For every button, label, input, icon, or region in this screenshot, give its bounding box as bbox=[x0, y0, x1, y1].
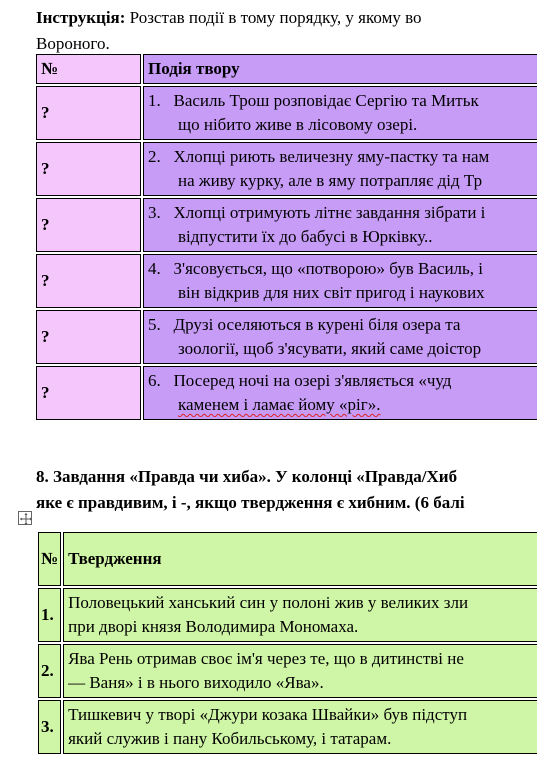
statement-cell-1 bbox=[63, 588, 537, 642]
answer-cell-4[interactable]: ? bbox=[36, 254, 141, 308]
statement-cell-3 bbox=[63, 700, 537, 754]
table-row bbox=[36, 198, 537, 252]
event-cell-5 bbox=[143, 310, 537, 364]
events-header-event: Подія твору bbox=[143, 54, 537, 84]
task8-line-2: яке є правдивим, і -, якщо твердження є хибним. (6 балі bbox=[36, 493, 465, 512]
statement-number: 1. bbox=[38, 588, 61, 642]
statement-number: 3. bbox=[38, 700, 61, 754]
statements-header-row bbox=[38, 532, 537, 586]
event-number: 5. bbox=[148, 315, 161, 334]
event-cell-2 bbox=[143, 142, 537, 196]
event-line-2: що нібито живе в лісовому озері. bbox=[178, 115, 418, 134]
table-row bbox=[36, 142, 537, 196]
table-row bbox=[38, 644, 537, 698]
event-number: 4. bbox=[148, 259, 161, 278]
events-header-num: № bbox=[36, 54, 141, 84]
answer-cell-5[interactable]: ? bbox=[36, 310, 141, 364]
event-line-1: Друзі оселяються в курені біля озера та bbox=[173, 315, 461, 334]
statement-line-2: — Ваня» і в нього виходило «Ява». bbox=[68, 673, 324, 692]
events-header-row bbox=[36, 54, 537, 84]
table-row bbox=[36, 310, 537, 364]
table-row bbox=[36, 254, 537, 308]
event-cell-4 bbox=[143, 254, 537, 308]
answer-cell-1[interactable]: ? bbox=[36, 86, 141, 140]
event-number: 3. bbox=[148, 203, 161, 222]
event-line-1: Хлопці отримують літнє завдання зібрати і bbox=[173, 203, 486, 222]
statement-line-1: Ява Рень отримав своє ім'я через те, що в дитинстві не bbox=[68, 649, 464, 668]
statement-cell-2 bbox=[63, 644, 537, 698]
statements-header-text: Твердження bbox=[63, 532, 537, 586]
event-line-1: Василь Трош розповідає Сергію та Митьк bbox=[173, 91, 479, 110]
event-line-2: він відкрив для них світ пригод і наукових bbox=[178, 283, 485, 302]
answer-cell-6[interactable]: ? bbox=[36, 366, 141, 420]
table-row bbox=[36, 86, 537, 140]
answer-cell-3[interactable]: ? bbox=[36, 198, 141, 252]
statement-line-2: який служив і пану Кобильському, і татарам. bbox=[68, 729, 392, 748]
instruction-text-2: Вороного. bbox=[36, 34, 110, 53]
event-line-2: каменем і ламає йому «ріг». bbox=[178, 395, 381, 414]
event-line-1: З'ясовується, що «потворою» був Василь, і bbox=[173, 259, 484, 278]
statement-line-2: при дворі князя Володимира Мономаха. bbox=[68, 617, 359, 636]
statement-line-1: Половецький ханський син у полоні жив у великих зли bbox=[68, 593, 469, 612]
event-line-1: Посеред ночі на озері з'являється «чуд bbox=[173, 371, 452, 390]
statements-header-num: № bbox=[38, 532, 61, 586]
event-cell-6 bbox=[143, 366, 537, 420]
answer-cell-2[interactable]: ? bbox=[36, 142, 141, 196]
event-line-2: зоології, щоб з'ясувати, який саме доістор bbox=[178, 339, 482, 358]
event-line-2: на живу курку, але в яму потрапляє дід Тр bbox=[178, 171, 483, 190]
instruction-label: Інструкція: bbox=[36, 8, 126, 27]
event-line-2: відпустити їх до бабусі в Юрківку.. bbox=[178, 227, 433, 246]
event-line-1: Хлопці риють величезну яму-пастку та нам bbox=[173, 147, 490, 166]
event-cell-3 bbox=[143, 198, 537, 252]
table-row bbox=[38, 588, 537, 642]
event-number: 1. bbox=[148, 91, 161, 110]
event-number: 6. bbox=[148, 371, 161, 390]
statement-line-1: Тишкевич у творі «Джури козака Швайки» був підступ bbox=[68, 705, 468, 724]
statement-number: 2. bbox=[38, 644, 61, 698]
instruction bbox=[36, 6, 537, 58]
instruction-text-1: Розстав події в тому порядку, у якому во bbox=[129, 8, 422, 27]
table-row bbox=[36, 366, 537, 420]
table-row bbox=[38, 700, 537, 754]
task8-heading bbox=[36, 465, 537, 517]
statements-table bbox=[36, 530, 537, 756]
event-number: 2. bbox=[148, 147, 161, 166]
move-icon[interactable] bbox=[18, 511, 32, 525]
events-table bbox=[34, 52, 537, 422]
event-cell-1 bbox=[143, 86, 537, 140]
task8-line-1: 8. Завдання «Правда чи хиба». У колонці «Правда/Хиб bbox=[36, 467, 458, 486]
